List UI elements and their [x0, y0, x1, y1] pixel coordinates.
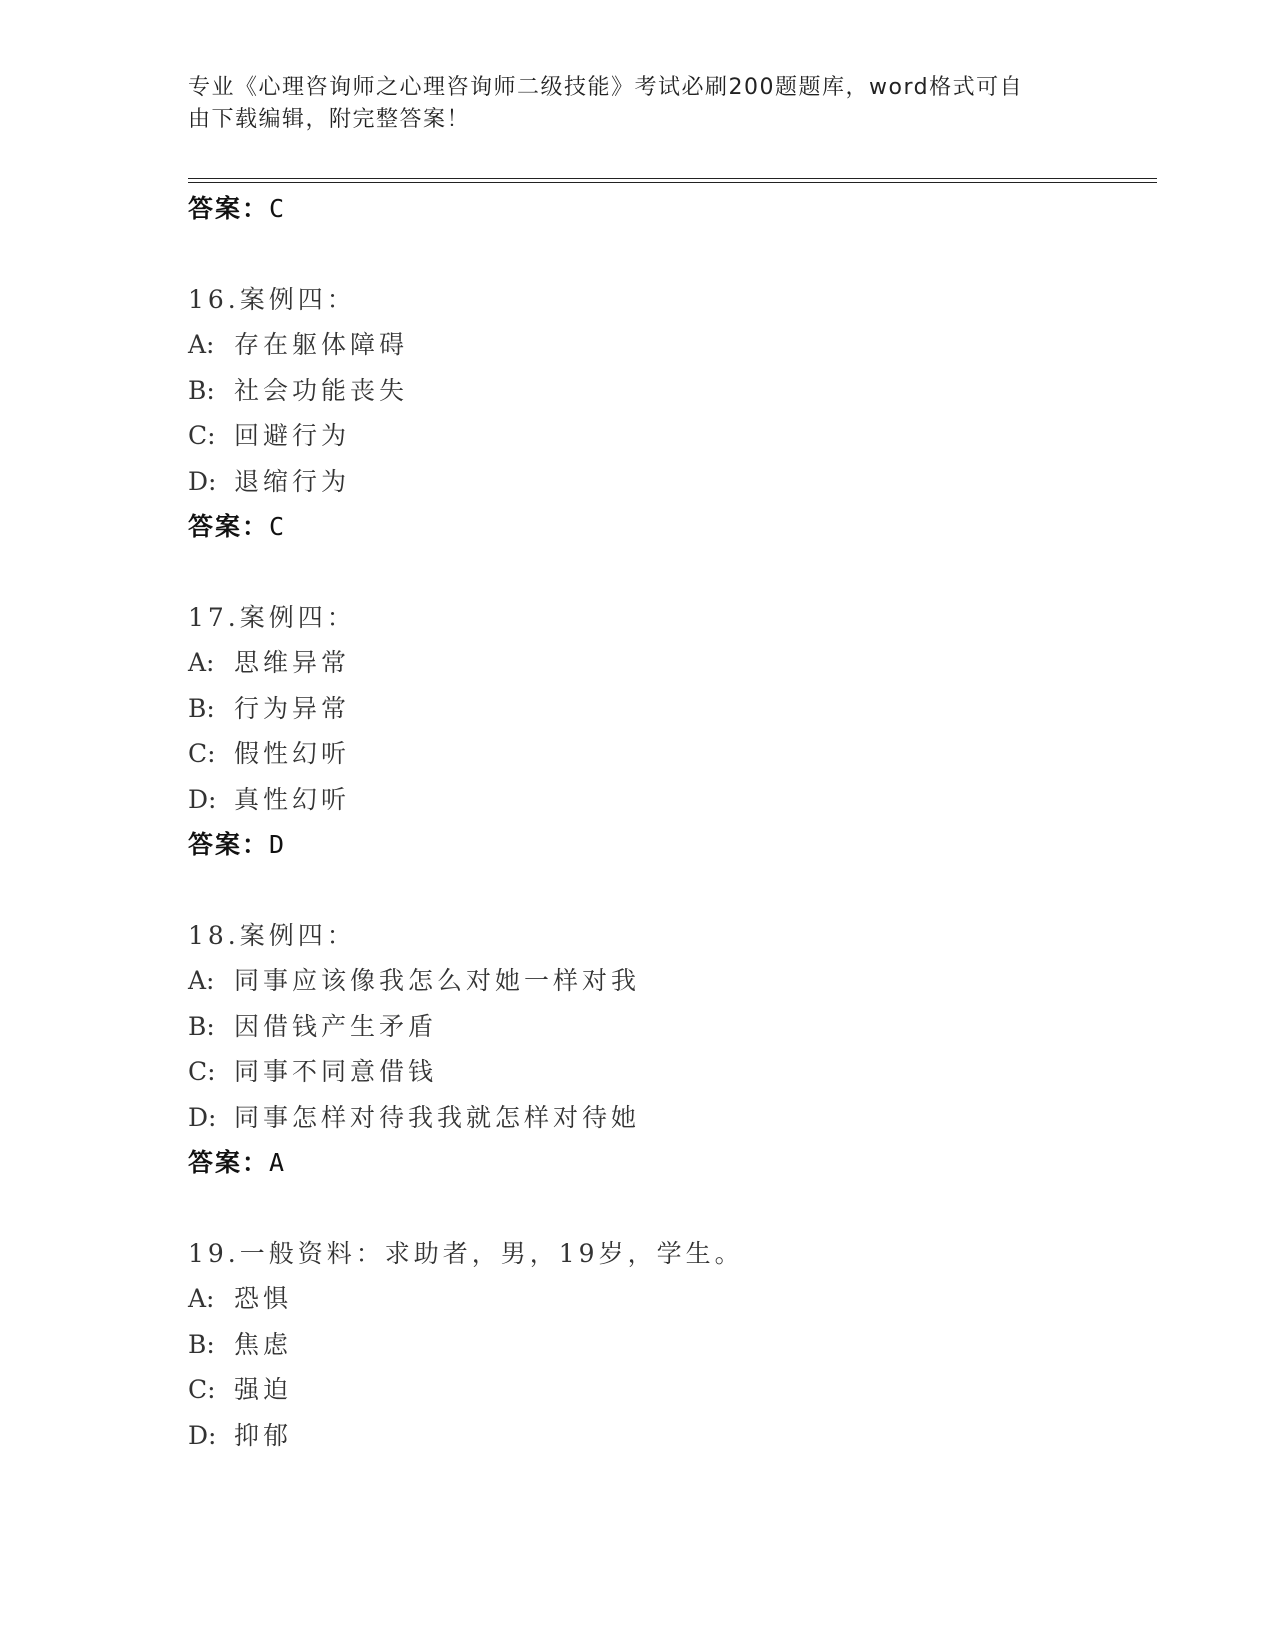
question-title: 18.案例四：	[188, 920, 356, 950]
option-letter: C:	[188, 421, 216, 450]
header-line-2: 由下载编辑，附完整答案！	[188, 107, 471, 132]
option-text: 退缩行为	[234, 466, 351, 496]
option-text: 同事不同意借钱	[234, 1057, 438, 1086]
answer-line	[188, 822, 1157, 868]
option-letter: A:	[188, 648, 215, 677]
option-letter: B:	[188, 1011, 215, 1041]
option-text: 行为异常	[234, 693, 351, 723]
option-a	[188, 322, 1157, 368]
answer-label: 答案：	[188, 830, 270, 859]
option-text: 存在躯体障碍	[234, 330, 409, 359]
answer-label: 答案：	[188, 1148, 270, 1177]
option-d	[188, 1095, 1157, 1141]
option-d	[188, 1413, 1157, 1459]
header-divider-top	[188, 178, 1157, 179]
option-letter: D:	[188, 1102, 217, 1132]
question-title: 17.案例四：	[188, 602, 356, 632]
option-letter: C:	[188, 739, 216, 768]
option-c	[188, 413, 1157, 459]
option-c	[188, 1367, 1157, 1413]
question-title: 16.案例四：	[188, 284, 356, 314]
answer-label: 答案：	[188, 512, 270, 541]
option-text: 假性幻听	[234, 739, 351, 768]
option-letter: A:	[188, 330, 215, 359]
option-d	[188, 777, 1157, 823]
answer-value: A	[269, 1148, 287, 1177]
option-b	[188, 1322, 1157, 1368]
option-letter: A:	[188, 966, 215, 995]
option-letter: C:	[188, 1375, 216, 1404]
option-c	[188, 731, 1157, 777]
option-letter: D:	[188, 784, 217, 814]
option-text: 因借钱产生矛盾	[234, 1011, 438, 1041]
document-header	[188, 72, 1068, 136]
option-text: 同事怎样对待我我就怎样对待她	[234, 1102, 641, 1132]
spacer	[188, 232, 1157, 277]
option-letter: B:	[188, 375, 215, 405]
option-letter: B:	[188, 1329, 215, 1359]
answer-label: 答案：	[188, 194, 270, 223]
option-text: 强迫	[234, 1375, 293, 1404]
option-b	[188, 368, 1157, 414]
option-letter: D:	[188, 1420, 217, 1450]
option-letter: D:	[188, 466, 217, 496]
spacer	[188, 1186, 1157, 1231]
spacer	[188, 868, 1157, 913]
option-text: 恐惧	[234, 1284, 293, 1313]
option-letter: C:	[188, 1057, 216, 1086]
option-b	[188, 1004, 1157, 1050]
question-18	[188, 913, 1157, 1186]
option-text: 同事应该像我怎么对她一样对我	[234, 966, 641, 995]
option-letter: A:	[188, 1284, 215, 1313]
answer-value: C	[269, 512, 287, 541]
option-a	[188, 958, 1157, 1004]
question-list	[188, 186, 1157, 1458]
spacer	[188, 550, 1157, 595]
option-text: 真性幻听	[234, 784, 351, 814]
option-text: 焦虑	[234, 1329, 293, 1359]
option-letter: B:	[188, 693, 215, 723]
option-c	[188, 1049, 1157, 1095]
option-b	[188, 686, 1157, 732]
option-text: 抑郁	[234, 1420, 293, 1450]
answer-line	[188, 504, 1157, 550]
header-divider-bottom	[188, 182, 1157, 183]
option-text: 社会功能丧失	[234, 375, 409, 405]
question-16	[188, 277, 1157, 550]
question-title: 19.一般资料：求助者，男，19岁，学生。	[188, 1238, 744, 1268]
question-19	[188, 1231, 1157, 1459]
option-d	[188, 459, 1157, 505]
header-line-1: 专业《心理咨询师之心理咨询师二级技能》考试必刷200题题库，word格式可自	[188, 75, 1024, 100]
question-17	[188, 595, 1157, 868]
answer-line	[188, 1140, 1157, 1186]
option-a	[188, 640, 1157, 686]
option-text: 思维异常	[234, 648, 351, 677]
option-text: 回避行为	[234, 421, 351, 450]
option-a	[188, 1276, 1157, 1322]
answer-line	[188, 186, 1157, 232]
answer-value: D	[269, 830, 287, 859]
answer-value: C	[269, 194, 287, 223]
